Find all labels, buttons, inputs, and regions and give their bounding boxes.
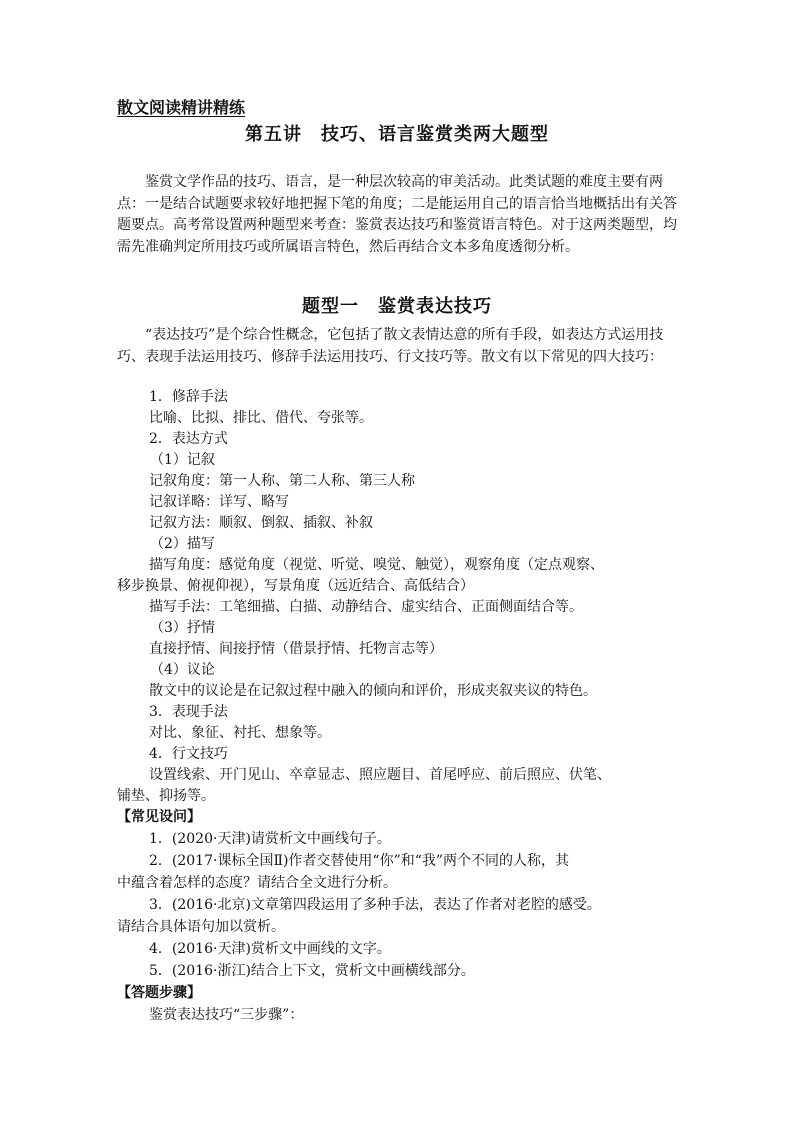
steps-intro: 鉴赏表达技巧“三步骤”： <box>149 1007 304 1023</box>
question-item: 3．(2016·北京)文章第四段运用了多种手法，表达了作者对老腔的感受。 <box>149 897 601 913</box>
list-item: 散文中的议论是在记叙过程中融入的倾向和评价，形成夹叙夹议的特色。 <box>149 683 597 699</box>
answer-steps-heading: 【答题步骤】 <box>117 985 201 1001</box>
list-item: 1．修辞手法 <box>149 389 228 405</box>
list-item: 对比、象征、衬托、想象等。 <box>149 725 331 741</box>
list-item: （1）记叙 <box>150 452 215 468</box>
list-item: 描写角度：感觉角度（视觉、听觉、嗅觉、触觉），观察角度（定点观察、 <box>149 557 604 573</box>
question-item: 4．(2016·天津)赏析文中画线的文字。 <box>149 941 391 957</box>
list-item: 铺垫、抑扬等。 <box>117 788 215 804</box>
list-item: （4）议论 <box>150 662 215 678</box>
section-title: 题型一 鉴赏表达技巧 <box>302 296 492 317</box>
question-item: 1．(2020·天津)请赏析文中画线句子。 <box>149 831 391 847</box>
question-item: 中蕴含着怎样的态度？请结合全文进行分析。 <box>117 875 397 891</box>
list-item: 记叙详略：详写、略写 <box>149 494 289 510</box>
question-item: 5．(2016·浙江)结合上下文，赏析文中画横线部分。 <box>149 963 475 979</box>
list-item: 记叙角度：第一人称、第二人称、第三人称 <box>149 473 415 489</box>
list-item: （2）描写 <box>150 536 215 552</box>
list-item: 直接抒情、间接抒情（借景抒情、托物言志等） <box>149 641 443 657</box>
list-item: 移步换景、俯视仰视），写景角度（远近结合、高低结合） <box>117 578 474 594</box>
section-intro: “表达技巧”是个综合性概念，它包括了散文表情达意的所有手段，如表达方式运用技巧、表现手法运用技巧、修辞手法运用技巧、行文技巧等。散文有以下常见的四大技巧： <box>117 327 664 365</box>
question-item: 请结合具体语句加以赏析。 <box>117 919 285 935</box>
series-title: 散文阅读精讲精练 <box>117 98 246 117</box>
intro-paragraph: 鉴赏文学作品的技巧、语言，是一种层次较高的审美活动。此类试题的难度主要有两点：一是结合试题要求较好地把握下笔的角度；二是能运用自己的语言恰当地概括出有关答题要点。高考常设置两种题型来考查：鉴赏表达技巧和鉴赏语言特色。对于这两类题型，均需先准确判定所用技巧或所属语言特色，然后再结合文本多角度透彻分析。 <box>117 174 677 255</box>
list-item: 2．表达方式 <box>149 431 228 447</box>
list-item: 4．行文技巧 <box>149 746 228 762</box>
list-item: 记叙方法：顺叙、倒叙、插叙、补叙 <box>149 515 373 531</box>
list-item: 设置线索、开门见山、卒章显志、照应题目、首尾呼应、前后照应、伏笔、 <box>149 767 611 783</box>
list-item: 比喻、比拟、排比、借代、夸张等。 <box>149 410 373 426</box>
list-item: 描写手法：工笔细描、白描、动静结合、虚实结合、正面侧面结合等。 <box>149 599 583 615</box>
list-item: （3）抒情 <box>150 620 215 636</box>
lecture-title: 第五讲 技巧、语言鉴赏类两大题型 <box>245 124 549 145</box>
question-item: 2．(2017·课标全国Ⅱ)作者交替使用“你”和“我”两个不同的人称，其 <box>149 853 570 869</box>
common-questions-heading: 【常见设问】 <box>117 809 201 825</box>
list-item: 3．表现手法 <box>149 704 228 720</box>
